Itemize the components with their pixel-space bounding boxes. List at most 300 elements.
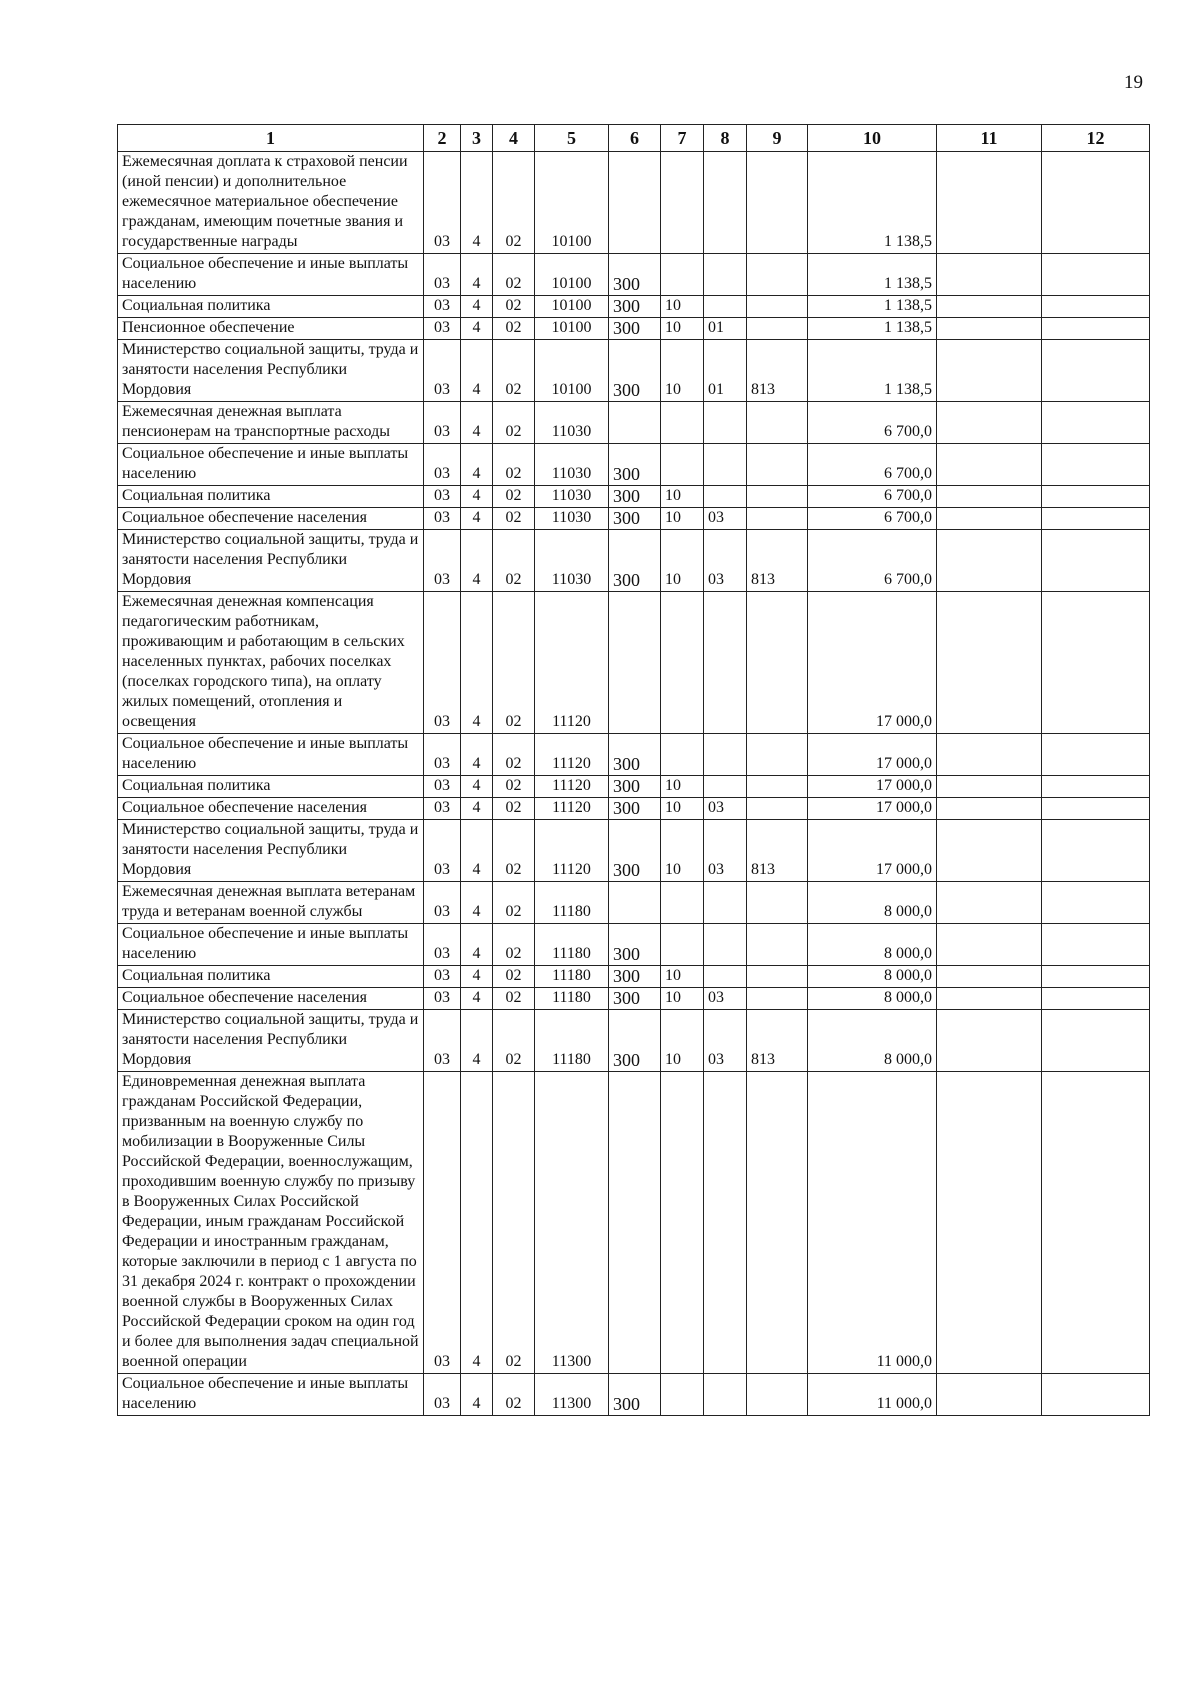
cell-col-1: Министерство социальной защиты, труда и занятости населения Республики Мордовия — [118, 820, 424, 882]
cell-col-12 — [1042, 776, 1150, 798]
cell-col-1: Пенсионное обеспечение — [118, 318, 424, 340]
cell-col-5: 11180 — [535, 988, 609, 1010]
cell-col-8: 03 — [704, 988, 747, 1010]
column-header-12: 12 — [1042, 125, 1150, 152]
cell-col-10: 11 000,0 — [808, 1374, 937, 1416]
cell-col-12 — [1042, 444, 1150, 486]
cell-col-12 — [1042, 508, 1150, 530]
cell-col-5: 11030 — [535, 508, 609, 530]
cell-col-5: 11120 — [535, 820, 609, 882]
cell-col-3: 4 — [461, 820, 493, 882]
cell-col-4: 02 — [493, 530, 535, 592]
cell-col-9 — [747, 1072, 808, 1374]
cell-col-6: 300 — [609, 966, 661, 988]
cell-col-2: 03 — [424, 318, 461, 340]
cell-col-2: 03 — [424, 924, 461, 966]
cell-col-7: 10 — [661, 296, 704, 318]
cell-col-10: 17 000,0 — [808, 820, 937, 882]
page-number: 19 — [1124, 72, 1143, 93]
cell-col-8 — [704, 1374, 747, 1416]
cell-col-8: 03 — [704, 530, 747, 592]
cell-col-10: 1 138,5 — [808, 254, 937, 296]
cell-col-11 — [937, 776, 1042, 798]
cell-col-12 — [1042, 254, 1150, 296]
cell-col-3: 4 — [461, 776, 493, 798]
cell-col-6 — [609, 882, 661, 924]
cell-col-6: 300 — [609, 1010, 661, 1072]
cell-col-8 — [704, 592, 747, 734]
cell-col-2: 03 — [424, 296, 461, 318]
cell-col-10: 17 000,0 — [808, 798, 937, 820]
cell-col-11 — [937, 508, 1042, 530]
cell-col-7 — [661, 444, 704, 486]
budget-table — [117, 124, 1150, 1416]
cell-col-4: 02 — [493, 924, 535, 966]
cell-col-7 — [661, 734, 704, 776]
cell-col-11 — [937, 798, 1042, 820]
cell-col-3: 4 — [461, 296, 493, 318]
cell-col-4: 02 — [493, 318, 535, 340]
cell-col-9 — [747, 798, 808, 820]
cell-col-2: 03 — [424, 402, 461, 444]
cell-col-3: 4 — [461, 402, 493, 444]
cell-col-4: 02 — [493, 340, 535, 402]
cell-col-11 — [937, 318, 1042, 340]
cell-col-12 — [1042, 592, 1150, 734]
cell-col-6 — [609, 152, 661, 254]
cell-col-11 — [937, 734, 1042, 776]
cell-col-10: 17 000,0 — [808, 734, 937, 776]
cell-col-6: 300 — [609, 776, 661, 798]
cell-col-2: 03 — [424, 1010, 461, 1072]
table-row — [118, 296, 1150, 318]
cell-col-1: Социальное обеспечение и иные выплаты населению — [118, 734, 424, 776]
cell-col-2: 03 — [424, 882, 461, 924]
cell-col-9 — [747, 402, 808, 444]
cell-col-3: 4 — [461, 988, 493, 1010]
cell-col-12 — [1042, 1010, 1150, 1072]
cell-col-9 — [747, 966, 808, 988]
cell-col-10: 11 000,0 — [808, 1072, 937, 1374]
cell-col-4: 02 — [493, 254, 535, 296]
cell-col-3: 4 — [461, 254, 493, 296]
cell-col-7 — [661, 592, 704, 734]
cell-col-4: 02 — [493, 296, 535, 318]
cell-col-10: 8 000,0 — [808, 1010, 937, 1072]
cell-col-11 — [937, 1010, 1042, 1072]
cell-col-1: Социальное обеспечение и иные выплаты населению — [118, 444, 424, 486]
table-row — [118, 254, 1150, 296]
column-header-10: 10 — [808, 125, 937, 152]
cell-col-11 — [937, 882, 1042, 924]
cell-col-12 — [1042, 318, 1150, 340]
cell-col-9 — [747, 508, 808, 530]
cell-col-4: 02 — [493, 988, 535, 1010]
cell-col-4: 02 — [493, 882, 535, 924]
cell-col-3: 4 — [461, 882, 493, 924]
cell-col-10: 8 000,0 — [808, 924, 937, 966]
cell-col-8 — [704, 966, 747, 988]
cell-col-4: 02 — [493, 1374, 535, 1416]
cell-col-6: 300 — [609, 318, 661, 340]
cell-col-8: 01 — [704, 318, 747, 340]
cell-col-7 — [661, 402, 704, 444]
cell-col-3: 4 — [461, 486, 493, 508]
cell-col-7: 10 — [661, 820, 704, 882]
cell-col-3: 4 — [461, 592, 493, 734]
cell-col-11 — [937, 1374, 1042, 1416]
cell-col-12 — [1042, 924, 1150, 966]
cell-col-9 — [747, 486, 808, 508]
cell-col-10: 6 700,0 — [808, 444, 937, 486]
cell-col-6: 300 — [609, 254, 661, 296]
cell-col-1: Социальное обеспечение населения — [118, 798, 424, 820]
cell-col-1: Социальная политика — [118, 486, 424, 508]
cell-col-8: 03 — [704, 820, 747, 882]
cell-col-8 — [704, 734, 747, 776]
cell-col-6: 300 — [609, 734, 661, 776]
cell-col-2: 03 — [424, 444, 461, 486]
cell-col-7: 10 — [661, 988, 704, 1010]
cell-col-3: 4 — [461, 152, 493, 254]
cell-col-6: 300 — [609, 988, 661, 1010]
cell-col-4: 02 — [493, 798, 535, 820]
cell-col-8 — [704, 1072, 747, 1374]
cell-col-7: 10 — [661, 798, 704, 820]
cell-col-4: 02 — [493, 820, 535, 882]
cell-col-2: 03 — [424, 988, 461, 1010]
cell-col-6: 300 — [609, 1374, 661, 1416]
cell-col-6: 300 — [609, 486, 661, 508]
cell-col-11 — [937, 254, 1042, 296]
cell-col-4: 02 — [493, 486, 535, 508]
table-header-row — [118, 125, 1150, 152]
cell-col-5: 11120 — [535, 776, 609, 798]
cell-col-7: 10 — [661, 966, 704, 988]
table-row — [118, 1374, 1150, 1416]
cell-col-4: 02 — [493, 966, 535, 988]
cell-col-11 — [937, 296, 1042, 318]
cell-col-2: 03 — [424, 254, 461, 296]
cell-col-1: Ежемесячная доплата к страховой пенсии (иной пенсии) и дополнительное ежемесячное материальное обеспечение гражданам, имеющим почетные звания и государственные награды — [118, 152, 424, 254]
table-row — [118, 798, 1150, 820]
cell-col-5: 11180 — [535, 966, 609, 988]
cell-col-2: 03 — [424, 530, 461, 592]
column-header-7: 7 — [661, 125, 704, 152]
table-row — [118, 924, 1150, 966]
cell-col-5: 10100 — [535, 296, 609, 318]
cell-col-10: 6 700,0 — [808, 508, 937, 530]
cell-col-12 — [1042, 530, 1150, 592]
cell-col-8 — [704, 444, 747, 486]
cell-col-7 — [661, 254, 704, 296]
cell-col-5: 11030 — [535, 530, 609, 592]
cell-col-7 — [661, 1072, 704, 1374]
cell-col-5: 11030 — [535, 402, 609, 444]
cell-col-12 — [1042, 734, 1150, 776]
table-row — [118, 734, 1150, 776]
cell-col-12 — [1042, 820, 1150, 882]
cell-col-6: 300 — [609, 296, 661, 318]
cell-col-10: 1 138,5 — [808, 152, 937, 254]
cell-col-9 — [747, 924, 808, 966]
table-row — [118, 1072, 1150, 1374]
cell-col-5: 11180 — [535, 882, 609, 924]
cell-col-4: 02 — [493, 734, 535, 776]
cell-col-1: Министерство социальной защиты, труда и занятости населения Республики Мордовия — [118, 340, 424, 402]
cell-col-5: 10100 — [535, 318, 609, 340]
column-header-4: 4 — [493, 125, 535, 152]
cell-col-2: 03 — [424, 486, 461, 508]
cell-col-10: 1 138,5 — [808, 296, 937, 318]
cell-col-9 — [747, 444, 808, 486]
column-header-2: 2 — [424, 125, 461, 152]
cell-col-8 — [704, 296, 747, 318]
cell-col-6: 300 — [609, 444, 661, 486]
cell-col-12 — [1042, 402, 1150, 444]
cell-col-1: Социальная политика — [118, 776, 424, 798]
cell-col-4: 02 — [493, 508, 535, 530]
cell-col-1: Социальное обеспечение населения — [118, 508, 424, 530]
cell-col-10: 17 000,0 — [808, 776, 937, 798]
cell-col-7: 10 — [661, 340, 704, 402]
cell-col-8 — [704, 776, 747, 798]
table-row — [118, 988, 1150, 1010]
table-row — [118, 530, 1150, 592]
cell-col-7 — [661, 882, 704, 924]
cell-col-8: 03 — [704, 798, 747, 820]
cell-col-3: 4 — [461, 1374, 493, 1416]
cell-col-3: 4 — [461, 798, 493, 820]
cell-col-9 — [747, 734, 808, 776]
cell-col-9: 813 — [747, 1010, 808, 1072]
cell-col-3: 4 — [461, 318, 493, 340]
cell-col-6 — [609, 1072, 661, 1374]
table-row — [118, 444, 1150, 486]
cell-col-1: Социальное обеспечение населения — [118, 988, 424, 1010]
cell-col-3: 4 — [461, 924, 493, 966]
cell-col-9 — [747, 1374, 808, 1416]
cell-col-6 — [609, 402, 661, 444]
cell-col-11 — [937, 444, 1042, 486]
cell-col-5: 11180 — [535, 924, 609, 966]
cell-col-3: 4 — [461, 340, 493, 402]
cell-col-12 — [1042, 966, 1150, 988]
cell-col-4: 02 — [493, 592, 535, 734]
cell-col-9 — [747, 254, 808, 296]
cell-col-2: 03 — [424, 820, 461, 882]
column-header-6: 6 — [609, 125, 661, 152]
cell-col-10: 8 000,0 — [808, 988, 937, 1010]
cell-col-8 — [704, 402, 747, 444]
cell-col-3: 4 — [461, 1010, 493, 1072]
cell-col-4: 02 — [493, 402, 535, 444]
cell-col-12 — [1042, 1072, 1150, 1374]
cell-col-12 — [1042, 296, 1150, 318]
cell-col-5: 10100 — [535, 254, 609, 296]
cell-col-1: Министерство социальной защиты, труда и занятости населения Республики Мордовия — [118, 1010, 424, 1072]
cell-col-11 — [937, 592, 1042, 734]
cell-col-2: 03 — [424, 776, 461, 798]
cell-col-11 — [937, 530, 1042, 592]
cell-col-7: 10 — [661, 508, 704, 530]
table-row — [118, 966, 1150, 988]
cell-col-9: 813 — [747, 530, 808, 592]
cell-col-3: 4 — [461, 966, 493, 988]
cell-col-11 — [937, 1072, 1042, 1374]
cell-col-9 — [747, 318, 808, 340]
cell-col-4: 02 — [493, 444, 535, 486]
cell-col-7 — [661, 1374, 704, 1416]
cell-col-7: 10 — [661, 486, 704, 508]
cell-col-5: 11300 — [535, 1374, 609, 1416]
cell-col-12 — [1042, 798, 1150, 820]
cell-col-6: 300 — [609, 508, 661, 530]
cell-col-2: 03 — [424, 508, 461, 530]
cell-col-1: Социальное обеспечение и иные выплаты населению — [118, 924, 424, 966]
cell-col-10: 6 700,0 — [808, 402, 937, 444]
cell-col-1: Ежемесячная денежная компенсация педагогическим работникам, проживающим и работающим в сельских населенных пунктах, рабочих поселках (поселках городского типа), на оплату жилых помещений, отопления и освещения — [118, 592, 424, 734]
cell-col-1: Социальное обеспечение и иные выплаты населению — [118, 1374, 424, 1416]
cell-col-10: 6 700,0 — [808, 486, 937, 508]
cell-col-10: 8 000,0 — [808, 882, 937, 924]
cell-col-1: Социальная политика — [118, 296, 424, 318]
cell-col-1: Единовременная денежная выплата гражданам Российской Федерации, призванным на военную службу по мобилизации в Вооруженные Силы Российской Федерации, военнослужащим, проходившим военную службу по призыву в Вооруженных Силах Российской Федерации, иным гражданам Российской Федерации и иностранным гражданам, которые заключили в период с 1 августа по 31 декабря 2024 г. контракт о прохождении военной службы в Вооруженных Силах Российской Федерации сроком на один год и более для выполнения задач специальной военной операции — [118, 1072, 424, 1374]
cell-col-9 — [747, 988, 808, 1010]
table-row — [118, 152, 1150, 254]
cell-col-6: 300 — [609, 340, 661, 402]
cell-col-2: 03 — [424, 1374, 461, 1416]
column-header-9: 9 — [747, 125, 808, 152]
table-row — [118, 882, 1150, 924]
cell-col-3: 4 — [461, 1072, 493, 1374]
cell-col-7 — [661, 924, 704, 966]
table-row — [118, 318, 1150, 340]
table-row — [118, 592, 1150, 734]
cell-col-5: 11030 — [535, 486, 609, 508]
cell-col-9: 813 — [747, 820, 808, 882]
cell-col-9 — [747, 296, 808, 318]
cell-col-6: 300 — [609, 530, 661, 592]
column-header-3: 3 — [461, 125, 493, 152]
cell-col-1: Социальная политика — [118, 966, 424, 988]
cell-col-7 — [661, 152, 704, 254]
cell-col-7: 10 — [661, 776, 704, 798]
cell-col-6 — [609, 592, 661, 734]
table-row — [118, 508, 1150, 530]
cell-col-11 — [937, 152, 1042, 254]
cell-col-2: 03 — [424, 1072, 461, 1374]
cell-col-11 — [937, 988, 1042, 1010]
cell-col-10: 1 138,5 — [808, 318, 937, 340]
cell-col-6: 300 — [609, 924, 661, 966]
cell-col-10: 1 138,5 — [808, 340, 937, 402]
cell-col-2: 03 — [424, 340, 461, 402]
cell-col-2: 03 — [424, 798, 461, 820]
cell-col-1: Социальное обеспечение и иные выплаты населению — [118, 254, 424, 296]
cell-col-5: 11120 — [535, 592, 609, 734]
cell-col-11 — [937, 486, 1042, 508]
cell-col-3: 4 — [461, 734, 493, 776]
cell-col-11 — [937, 340, 1042, 402]
cell-col-4: 02 — [493, 1010, 535, 1072]
cell-col-12 — [1042, 340, 1150, 402]
table-row — [118, 486, 1150, 508]
cell-col-8: 03 — [704, 508, 747, 530]
cell-col-9 — [747, 882, 808, 924]
cell-col-12 — [1042, 988, 1150, 1010]
table-row — [118, 1010, 1150, 1072]
cell-col-2: 03 — [424, 592, 461, 734]
cell-col-8 — [704, 254, 747, 296]
cell-col-9 — [747, 152, 808, 254]
column-header-1: 1 — [118, 125, 424, 152]
cell-col-6: 300 — [609, 798, 661, 820]
cell-col-1: Ежемесячная денежная выплата ветеранам труда и ветеранам военной службы — [118, 882, 424, 924]
cell-col-11 — [937, 820, 1042, 882]
cell-col-4: 02 — [493, 1072, 535, 1374]
cell-col-2: 03 — [424, 734, 461, 776]
cell-col-10: 8 000,0 — [808, 966, 937, 988]
table-row — [118, 820, 1150, 882]
cell-col-8 — [704, 152, 747, 254]
column-header-11: 11 — [937, 125, 1042, 152]
cell-col-5: 11120 — [535, 734, 609, 776]
cell-col-11 — [937, 966, 1042, 988]
cell-col-5: 10100 — [535, 340, 609, 402]
table-body — [118, 152, 1150, 1416]
cell-col-4: 02 — [493, 776, 535, 798]
cell-col-8: 03 — [704, 1010, 747, 1072]
cell-col-1: Ежемесячная денежная выплата пенсионерам на транспортные расходы — [118, 402, 424, 444]
cell-col-3: 4 — [461, 530, 493, 592]
cell-col-8 — [704, 924, 747, 966]
cell-col-12 — [1042, 152, 1150, 254]
table-row — [118, 340, 1150, 402]
cell-col-3: 4 — [461, 508, 493, 530]
cell-col-2: 03 — [424, 966, 461, 988]
cell-col-5: 11300 — [535, 1072, 609, 1374]
cell-col-11 — [937, 402, 1042, 444]
cell-col-10: 6 700,0 — [808, 530, 937, 592]
cell-col-5: 10100 — [535, 152, 609, 254]
cell-col-8 — [704, 486, 747, 508]
cell-col-12 — [1042, 1374, 1150, 1416]
cell-col-8: 01 — [704, 340, 747, 402]
cell-col-8 — [704, 882, 747, 924]
column-header-8: 8 — [704, 125, 747, 152]
cell-col-9 — [747, 592, 808, 734]
cell-col-5: 11030 — [535, 444, 609, 486]
cell-col-6: 300 — [609, 820, 661, 882]
cell-col-7: 10 — [661, 1010, 704, 1072]
cell-col-9: 813 — [747, 340, 808, 402]
cell-col-12 — [1042, 882, 1150, 924]
cell-col-10: 17 000,0 — [808, 592, 937, 734]
cell-col-9 — [747, 776, 808, 798]
cell-col-3: 4 — [461, 444, 493, 486]
table-row — [118, 402, 1150, 444]
cell-col-5: 11180 — [535, 1010, 609, 1072]
table-row — [118, 776, 1150, 798]
cell-col-5: 11120 — [535, 798, 609, 820]
column-header-5: 5 — [535, 125, 609, 152]
cell-col-1: Министерство социальной защиты, труда и занятости населения Республики Мордовия — [118, 530, 424, 592]
cell-col-2: 03 — [424, 152, 461, 254]
cell-col-7: 10 — [661, 318, 704, 340]
cell-col-11 — [937, 924, 1042, 966]
cell-col-4: 02 — [493, 152, 535, 254]
